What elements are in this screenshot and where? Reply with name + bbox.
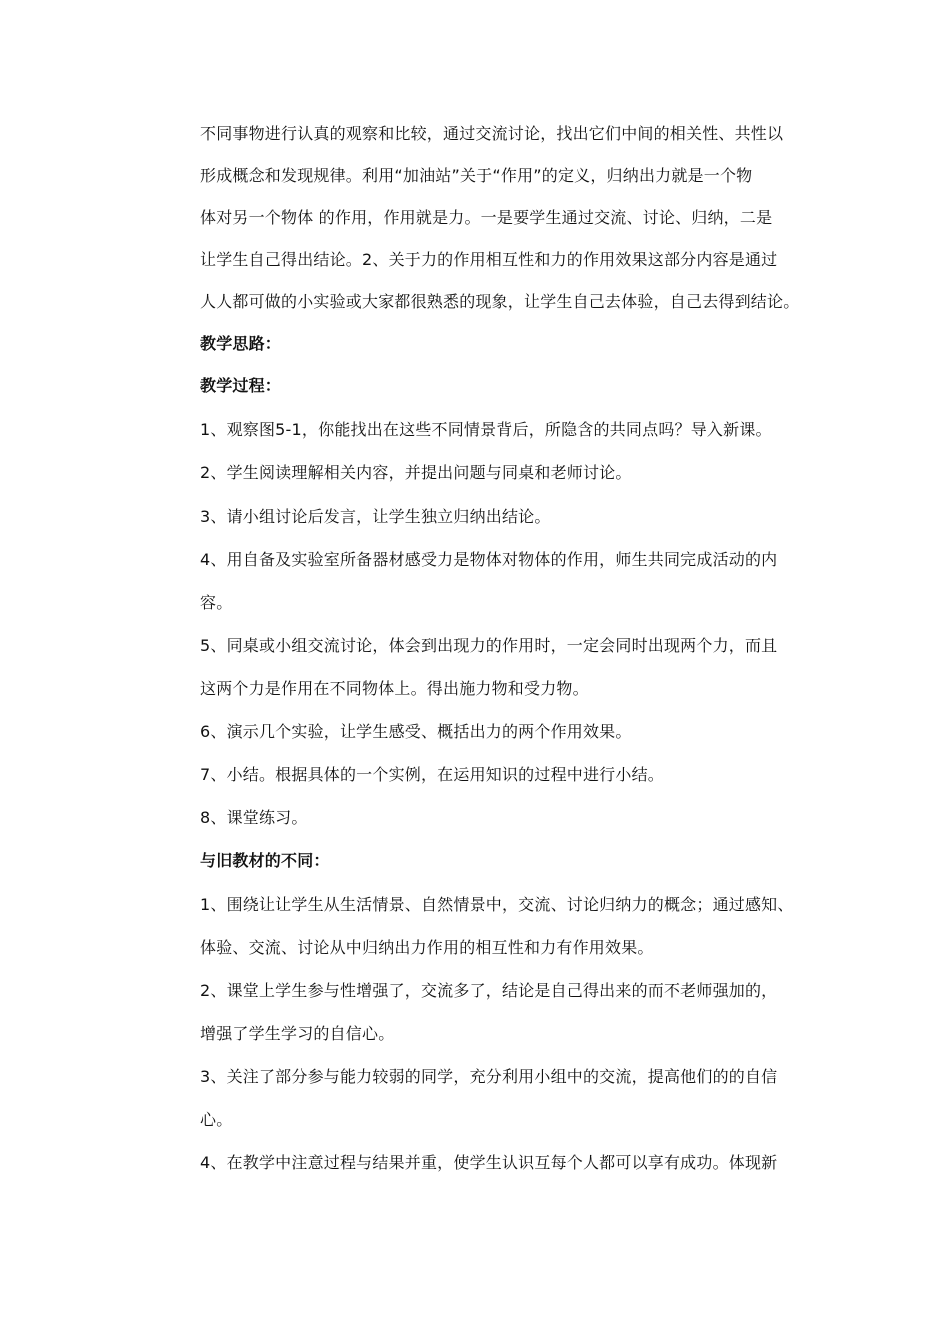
difference-line: 2、课堂上学生参与性增强了，交流多了，结论是自己得出来的而不老师强加的， [200,981,778,1000]
heading-teaching-process: 教学过程： [200,376,282,395]
process-line: 6、演示几个实验，让学生感受、概括出力的两个作用效果。 [200,722,632,741]
intro-line: 让学生自己得出结论。2、关于力的作用相互性和力的作用效果这部分内容是通过 [200,250,778,269]
difference-line: 3、关注了部分参与能力较弱的同学，充分利用小组中的交流，提高他们的的自信 [200,1067,778,1086]
process-line: 5、同桌或小组交流讨论，体会到出现力的作用时，一定会同时出现两个力，而且 [200,636,778,655]
process-line: 4、用自备及实验室所备器材感受力是物体对物体的作用，师生共同完成活动的内 [200,550,778,569]
difference-line: 1、围绕让让学生从生活情景、自然情景中，交流、讨论归纳力的概念；通过感知、 [200,895,794,914]
difference-line: 4、在教学中注意过程与结果并重，使学生认识互每个人都可以享有成功。体现新 [200,1153,778,1172]
intro-line: 人人都可做的小实验或大家都很熟悉的现象，让学生自己去体验，自己去得到结论。 [200,292,800,311]
process-line: 8、课堂练习。 [200,808,308,827]
difference-line: 心。 [200,1110,233,1129]
process-line: 7、小结。根据具体的一个实例，在运用知识的过程中进行小结。 [200,765,664,784]
heading-difference: 与旧教材的不同： [200,851,330,870]
process-line: 1、观察图5-1，你能找出在这些不同情景背后，所隐含的共同点吗？导入新课。 [200,420,772,439]
intro-line: 不同事物进行认真的观察和比较，通过交流讨论，找出它们中间的相关性、共性以 [200,124,784,143]
process-line: 2、学生阅读理解相关内容，并提出问题与同桌和老师讨论。 [200,463,632,482]
difference-line: 体验、交流、讨论从中归纳出力作用的相互性和力有作用效果。 [200,938,654,957]
process-line: 容。 [200,593,233,612]
process-line: 3、请小组讨论后发言，让学生独立归纳出结论。 [200,507,551,526]
intro-line: 形成概念和发现规律。利用“加油站”关于“作用”的定义，归纳出力就是一个物 [200,166,753,185]
heading-teaching-idea: 教学思路： [200,334,282,353]
intro-line: 体对另一个物体 的作用，作用就是力。一是要学生通过交流、讨论、归纳，二是 [200,208,773,227]
difference-line: 增强了学生学习的自信心。 [200,1024,395,1043]
process-line: 这两个力是作用在不同物体上。得出施力物和受力物。 [200,679,589,698]
